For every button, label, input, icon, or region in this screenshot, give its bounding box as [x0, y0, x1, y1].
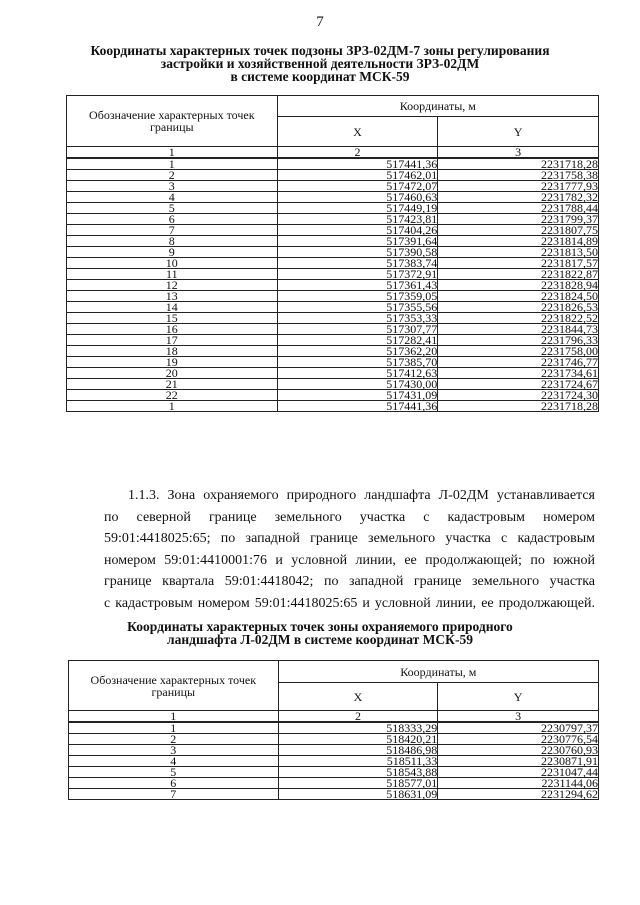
y-coordinate-cell: 2231724,30 [438, 390, 599, 401]
table-row [67, 225, 599, 236]
point-number-cell: 2 [67, 170, 278, 181]
table-row [67, 324, 599, 335]
x-coordinate-cell: 517385,70 [277, 357, 438, 368]
y-coordinate-cell: 2231828,94 [438, 280, 599, 291]
column-number: 3 [438, 147, 599, 159]
column-number-row [69, 711, 599, 723]
paragraph-line: 59:01:4418025:65; по западной границе земельного участка с кадастровым [104, 531, 595, 546]
section1-title-line: в системе координат МСК-59 [230, 69, 410, 84]
point-number-cell: 13 [67, 291, 278, 302]
header-point-name: Обозначение характерных точек границы [67, 96, 278, 147]
point-number-cell: 21 [67, 379, 278, 390]
point-number-cell: 19 [67, 357, 278, 368]
y-coordinate-cell: 2231844,73 [438, 324, 599, 335]
table-row [67, 203, 599, 214]
point-number-cell: 11 [67, 269, 278, 280]
section1-title [0, 44, 640, 83]
x-coordinate-cell: 517361,43 [277, 280, 438, 291]
point-number-cell: 1 [67, 158, 278, 170]
header-y: Y [438, 117, 599, 147]
point-number-cell: 10 [67, 258, 278, 269]
zone-description-paragraph [104, 485, 595, 614]
x-coordinate-cell: 518577,01 [278, 778, 438, 789]
table-row [67, 401, 599, 412]
y-coordinate-cell: 2231824,50 [438, 291, 599, 302]
x-coordinate-cell: 518543,88 [278, 767, 438, 778]
paragraph-line: с кадастровым номером 59:01:4418025:65 и условной линии, ее продолжающей. [104, 595, 595, 611]
x-coordinate-cell: 517412,63 [277, 368, 438, 379]
x-coordinate-cell: 517441,36 [277, 401, 438, 412]
x-coordinate-cell: 518486,98 [278, 745, 438, 756]
table-row [67, 291, 599, 302]
y-coordinate-cell: 2230871,91 [438, 756, 599, 767]
y-coordinate-cell: 2231758,00 [438, 346, 599, 357]
y-coordinate-cell: 2231777,93 [438, 181, 599, 192]
x-coordinate-cell: 517362,20 [277, 346, 438, 357]
table-row [67, 214, 599, 225]
point-number-cell: 3 [67, 181, 278, 192]
x-coordinate-cell: 517359,05 [277, 291, 438, 302]
paragraph-line: по северной границе земельного участка с кадастровым номером [104, 509, 595, 525]
point-number-cell: 6 [67, 214, 278, 225]
y-coordinate-cell: 2231822,52 [438, 313, 599, 324]
point-number-cell: 6 [69, 778, 279, 789]
point-number-cell: 9 [67, 247, 278, 258]
x-coordinate-cell: 517353,33 [277, 313, 438, 324]
table-row [69, 767, 599, 778]
table-row [67, 192, 599, 203]
table-row [67, 236, 599, 247]
table-row [69, 745, 599, 756]
y-coordinate-cell: 2231817,57 [438, 258, 599, 269]
header-coords: Координаты, м [277, 96, 598, 117]
y-coordinate-cell: 2230760,93 [438, 745, 599, 756]
table-row [67, 313, 599, 324]
paragraph-line: номером 59:01:4410001:76 и условной линии, ее продолжающей; по южной [104, 552, 595, 568]
point-number-cell: 1 [69, 722, 279, 734]
y-coordinate-cell: 2231826,53 [438, 302, 599, 313]
point-number-cell: 1 [67, 401, 278, 412]
table-row [67, 181, 599, 192]
header-x: X [277, 117, 438, 147]
table-row [67, 390, 599, 401]
y-coordinate-cell: 2231807,75 [438, 225, 599, 236]
point-number-cell: 14 [67, 302, 278, 313]
x-coordinate-cell: 517282,41 [277, 335, 438, 346]
y-coordinate-cell: 2231294,62 [438, 789, 599, 800]
section1-title-line: Координаты характерных точек подзоны ЗРЗ-02ДМ-7 зоны регулирования [90, 43, 550, 58]
y-coordinate-cell: 2231782,32 [438, 192, 599, 203]
table-row [67, 158, 599, 170]
point-number-cell: 5 [69, 767, 279, 778]
x-coordinate-cell: 517460,63 [277, 192, 438, 203]
coordinates-table-2 [68, 660, 599, 800]
point-number-cell: 8 [67, 236, 278, 247]
y-coordinate-cell: 2230776,54 [438, 734, 599, 745]
column-number: 1 [67, 147, 278, 159]
y-coordinate-cell: 2231734,61 [438, 368, 599, 379]
header-y: Y [438, 683, 599, 711]
table-row [69, 734, 599, 745]
header-coords: Координаты, м [278, 661, 598, 683]
x-coordinate-cell: 517372,91 [277, 269, 438, 280]
column-number: 2 [277, 147, 438, 159]
table-row [67, 357, 599, 368]
section1-title-line: застройки и хозяйственной деятельности ЗРЗ-02ДМ [160, 56, 480, 71]
table-row [67, 258, 599, 269]
x-coordinate-cell: 517472,07 [277, 181, 438, 192]
point-number-cell: 16 [67, 324, 278, 335]
page-number: 7 [316, 14, 324, 30]
x-coordinate-cell: 518420,21 [278, 734, 438, 745]
x-coordinate-cell: 517390,58 [277, 247, 438, 258]
y-coordinate-cell: 2231144,06 [438, 778, 599, 789]
section2-title-line: ландшафта Л-02ДМ в системе координат МСК-59 [167, 632, 473, 647]
table-row [67, 346, 599, 357]
x-coordinate-cell: 517441,36 [277, 158, 438, 170]
y-coordinate-cell: 2231718,28 [438, 158, 599, 170]
x-coordinate-cell: 517423,81 [277, 214, 438, 225]
x-coordinate-cell: 517462,01 [277, 170, 438, 181]
column-number: 3 [438, 711, 599, 723]
point-number-cell: 4 [69, 756, 279, 767]
table-row [67, 280, 599, 291]
table-row [69, 722, 599, 734]
y-coordinate-cell: 2231788,44 [438, 203, 599, 214]
y-coordinate-cell: 2231799,37 [438, 214, 599, 225]
section2-title-line: Координаты характерных точек зоны охраняемого природного [127, 619, 513, 634]
column-number-row [67, 147, 599, 159]
x-coordinate-cell: 517355,56 [277, 302, 438, 313]
table-row [67, 368, 599, 379]
x-coordinate-cell: 517431,09 [277, 390, 438, 401]
point-number-cell: 17 [67, 335, 278, 346]
point-number-cell: 5 [67, 203, 278, 214]
y-coordinate-cell: 2231746,77 [438, 357, 599, 368]
point-number-cell: 3 [69, 745, 279, 756]
y-coordinate-cell: 2231724,67 [438, 379, 599, 390]
x-coordinate-cell: 518333,29 [278, 722, 438, 734]
x-coordinate-cell: 518631,09 [278, 789, 438, 800]
point-number-cell: 7 [69, 789, 279, 800]
paragraph-line: границе квартала 59:01:4418042; по западной границе земельного участка [104, 574, 595, 589]
coordinates-table-1 [66, 95, 599, 412]
point-number-cell: 4 [67, 192, 278, 203]
point-number-cell: 15 [67, 313, 278, 324]
paragraph-line: 1.1.3. Зона охраняемого природного ландшафта Л-02ДМ устанавливается [128, 488, 595, 503]
table-row [67, 269, 599, 280]
y-coordinate-cell: 2231814,89 [438, 236, 599, 247]
point-number-cell: 18 [67, 346, 278, 357]
header-point-name: Обозначение характерных точек границы [69, 661, 279, 711]
table-row [67, 247, 599, 258]
header-x: X [278, 683, 438, 711]
y-coordinate-cell: 2231047,44 [438, 767, 599, 778]
point-number-cell: 22 [67, 390, 278, 401]
x-coordinate-cell: 517383,74 [277, 258, 438, 269]
x-coordinate-cell: 517430,00 [277, 379, 438, 390]
x-coordinate-cell: 517404,26 [277, 225, 438, 236]
y-coordinate-cell: 2231822,87 [438, 269, 599, 280]
column-number: 2 [278, 711, 438, 723]
x-coordinate-cell: 517307,77 [277, 324, 438, 335]
point-number-cell: 12 [67, 280, 278, 291]
x-coordinate-cell: 517449,19 [277, 203, 438, 214]
table-row [67, 170, 599, 181]
table-row [69, 778, 599, 789]
column-number: 1 [69, 711, 279, 723]
y-coordinate-cell: 2231718,28 [438, 401, 599, 412]
y-coordinate-cell: 2231796,33 [438, 335, 599, 346]
table-row [69, 756, 599, 767]
point-number-cell: 2 [69, 734, 279, 745]
x-coordinate-cell: 517391,64 [277, 236, 438, 247]
y-coordinate-cell: 2231758,38 [438, 170, 599, 181]
x-coordinate-cell: 518511,33 [278, 756, 438, 767]
table-row [69, 789, 599, 800]
point-number-cell: 7 [67, 225, 278, 236]
section2-title [0, 620, 640, 646]
table-row [67, 302, 599, 313]
table-row [67, 335, 599, 346]
table-row [67, 379, 599, 390]
y-coordinate-cell: 2231813,50 [438, 247, 599, 258]
point-number-cell: 20 [67, 368, 278, 379]
y-coordinate-cell: 2230797,37 [438, 722, 599, 734]
